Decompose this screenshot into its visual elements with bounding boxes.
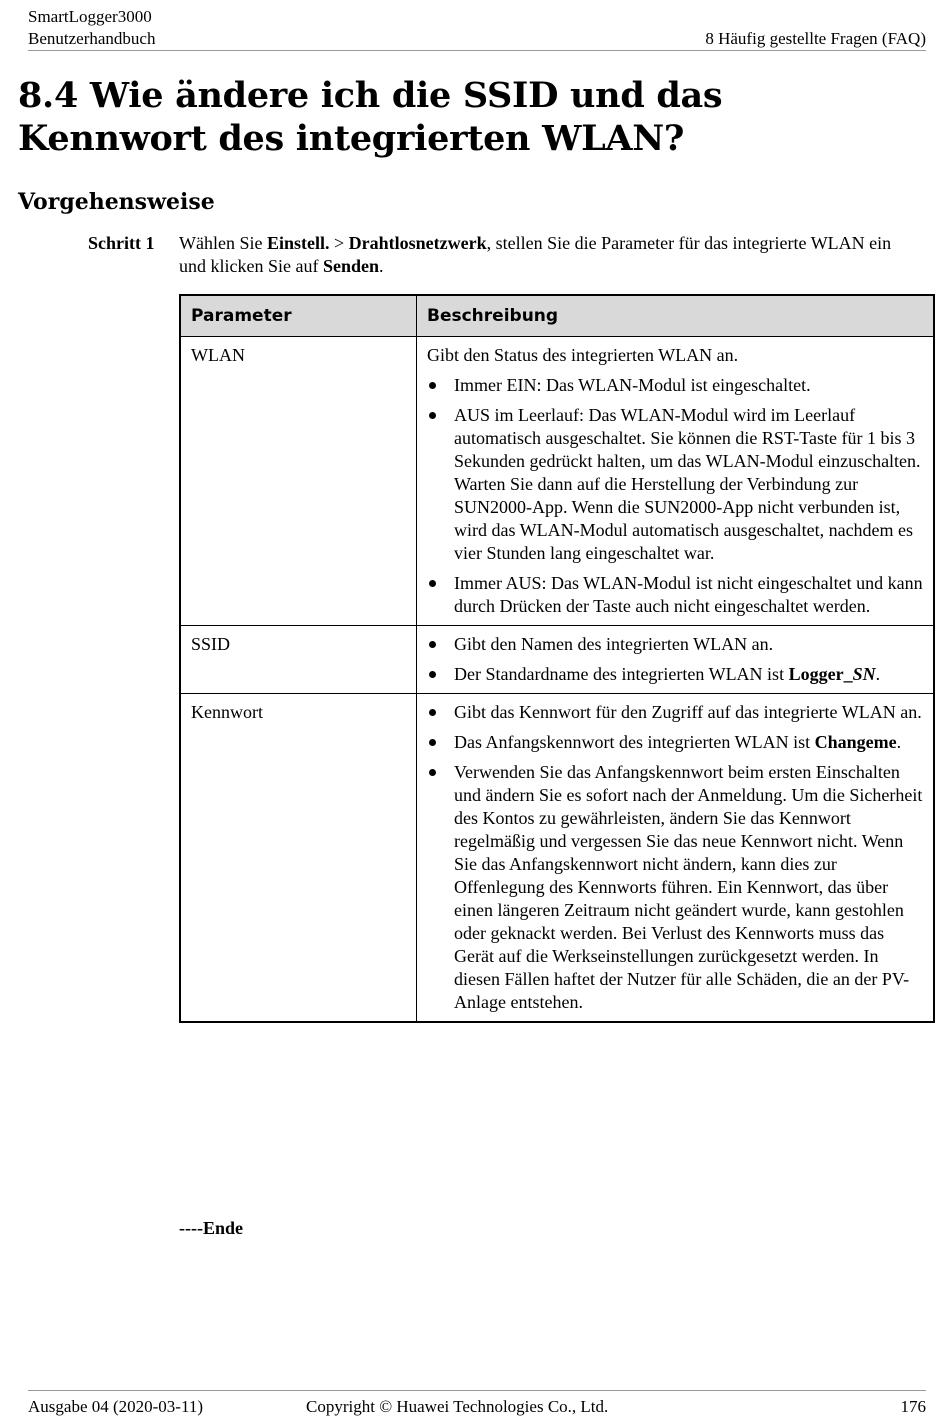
bullet-icon <box>429 580 436 587</box>
bullet-icon <box>429 641 436 648</box>
default-ssid-sn: SN <box>852 664 876 684</box>
bullet-icon <box>429 382 436 389</box>
list-item-text: Immer AUS: Das WLAN-Modul ist nicht eingeschaltet und kann durch Drücken der Taste auch nicht eingeschaltet werden. <box>454 573 923 616</box>
desc-kennwort <box>417 694 935 1023</box>
menu-separator: > <box>329 233 349 253</box>
bullet-icon <box>429 739 436 746</box>
list-item-end: . <box>896 732 902 752</box>
section-heading: Vorgehensweise <box>18 189 215 215</box>
chapter-title: 8 Häufig gestellte Fragen (FAQ) <box>705 29 926 48</box>
list-item <box>427 633 923 656</box>
param-ssid: SSID <box>180 626 417 694</box>
bullet-icon <box>429 709 436 716</box>
bullet-icon <box>429 671 436 678</box>
page-number: 176 <box>900 1397 926 1416</box>
page-header <box>28 6 926 51</box>
bullet-icon <box>429 412 436 419</box>
table-header-row <box>180 295 934 337</box>
document-type: Benutzerhandbuch <box>28 29 156 48</box>
default-password: Changeme <box>814 732 897 752</box>
list-item <box>427 663 923 686</box>
bullet-icon <box>429 769 436 776</box>
end-marker: ----Ende <box>179 1218 243 1238</box>
bullet-list <box>427 633 923 686</box>
button-senden-ref: Senden <box>322 256 379 276</box>
column-header-parameter: Parameter <box>180 295 417 337</box>
step-text-1: Wählen Sie <box>179 233 267 253</box>
edition-info: Ausgabe 04 (2020-03-11) <box>28 1397 203 1416</box>
step-label: Schritt 1 <box>88 233 155 253</box>
list-item-text: Das Anfangskennwort des integrierten WLAN ist <box>454 732 815 752</box>
list-item-text: Verwenden Sie das Anfangskennwort beim ersten Einschalten und ändern Sie es sofort nach der Anmeldung. Um die Sicherheit des Kontos zu gewährleisten, ändern Sie das Kennwort regelmäßig und vergessen Sie das neue Kennwort nicht. Wenn Sie das Anfangskennwort nicht ändern, kann dies zur Offenlegung des Kennworts führen. Ein Kennwort, das über einen längeren Zeitraum nicht geändert wurde, kann gestohlen oder geknackt werden. Bei Verlust des Kennworts muss das Gerät auf die Werkseinstellungen zurückgesetzt werden. In diesen Fällen haftet der Nutzer für alle Schäden, die an der PV-Anlage entstehen. <box>454 762 923 1012</box>
copyright-notice: Copyright © Huawei Technologies Co., Ltd. <box>306 1397 609 1416</box>
desc-wlan <box>417 337 935 626</box>
parameter-table <box>179 294 935 1023</box>
bullet-list <box>427 701 923 1014</box>
desc-wlan-intro: Gibt den Status des integrierten WLAN an. <box>427 345 739 365</box>
header-left <box>28 6 155 50</box>
list-item <box>427 374 923 397</box>
step-text-2: , stellen Sie die Parameter für das integrierte WLAN ein und klicken Sie auf <box>179 233 892 276</box>
product-name: SmartLogger3000 <box>28 7 152 26</box>
bullet-list <box>427 374 923 618</box>
list-item-text: Gibt das Kennwort für den Zugriff auf das integrierte WLAN an. <box>454 702 922 722</box>
step-text-3: . <box>379 256 384 276</box>
list-item <box>427 701 923 724</box>
list-item-end: . <box>875 664 881 684</box>
list-item-text: Der Standardname des integrierten WLAN ist <box>454 664 789 684</box>
table-row <box>180 337 934 626</box>
list-item <box>427 761 923 1014</box>
page-footer <box>28 1390 926 1419</box>
page-title: 8.4 Wie ändere ich die SSID und das Kennwort des integrierten WLAN? <box>18 75 723 159</box>
table-row <box>180 694 934 1023</box>
menu-drahtlosnetzwerk: Drahtlosnetzwerk <box>348 233 487 253</box>
list-item <box>427 404 923 565</box>
param-kennwort: Kennwort <box>180 694 417 1023</box>
list-item <box>427 572 923 618</box>
menu-einstell: Einstell. <box>266 233 330 253</box>
default-ssid-prefix: Logger_ <box>788 664 853 684</box>
list-item-text: Immer EIN: Das WLAN-Modul ist eingeschaltet. <box>454 375 811 395</box>
list-item-text: AUS im Leerlauf: Das WLAN-Modul wird im Leerlauf automatisch ausgeschaltet. Sie können die RST-Taste für 1 bis 3 Sekunden gedrückt halten, um das WLAN-Modul einzuschalten. Warten Sie dann auf die Herstellung der Verbindung zur SUN2000-App. Wenn die SUN2000-App nicht verbunden ist, wird das WLAN-Modul automatisch ausgeschaltet, nachdem es vier Stunden lang eingeschaltet war. <box>454 405 921 563</box>
column-header-beschreibung: Beschreibung <box>417 295 935 337</box>
table-row <box>180 626 934 694</box>
default-ssid <box>789 664 876 684</box>
list-item <box>427 731 923 754</box>
list-item-text: Gibt den Namen des integrierten WLAN an. <box>454 634 774 654</box>
step-instruction <box>179 232 919 278</box>
param-wlan: WLAN <box>180 337 417 626</box>
desc-ssid <box>417 626 935 694</box>
